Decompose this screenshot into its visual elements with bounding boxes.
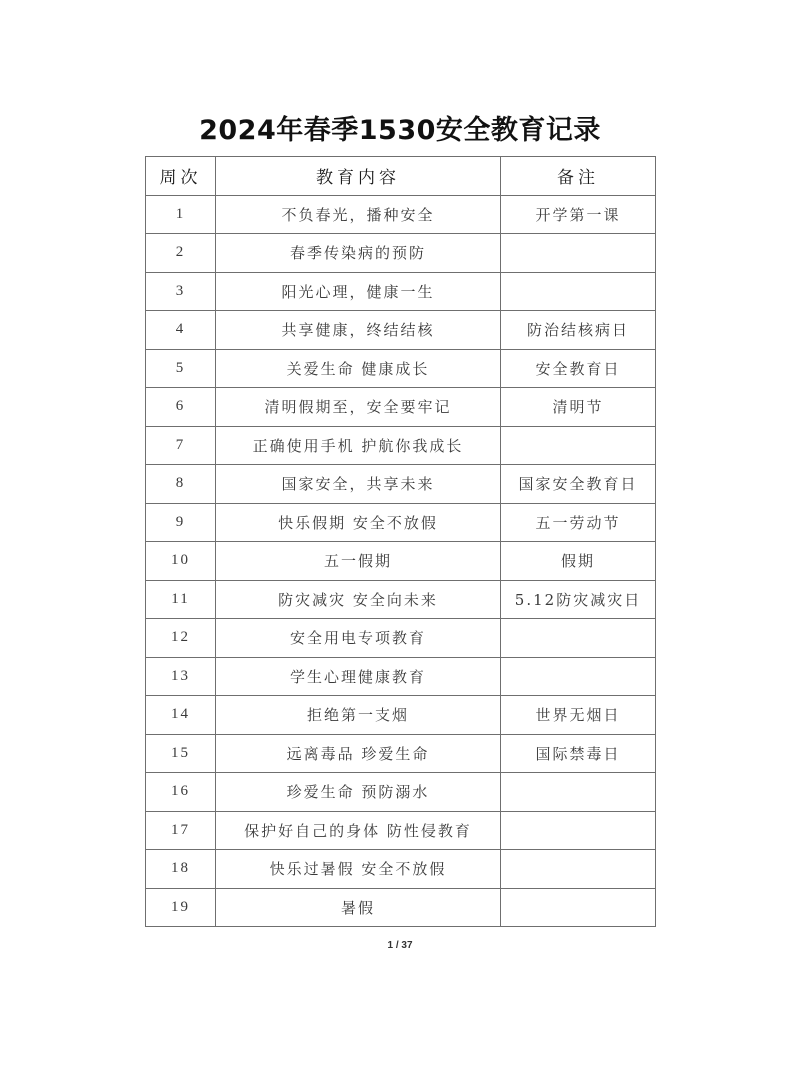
table-row [146, 657, 656, 696]
content-cell: 防灾减灾 安全向未来 [216, 580, 501, 619]
note-cell: 五一劳动节 [501, 503, 656, 542]
table-row [146, 426, 656, 465]
table-row [146, 734, 656, 773]
note-cell [501, 657, 656, 696]
table-row [146, 773, 656, 812]
header-content: 教育内容 [216, 157, 501, 196]
content-cell: 珍爱生命 预防溺水 [216, 773, 501, 812]
content-cell: 关爱生命 健康成长 [216, 349, 501, 388]
week-cell: 15 [146, 734, 216, 773]
note-cell [501, 773, 656, 812]
note-cell [501, 850, 656, 889]
week-cell: 4 [146, 311, 216, 350]
week-cell: 19 [146, 888, 216, 927]
header-note: 备注 [501, 157, 656, 196]
week-cell: 13 [146, 657, 216, 696]
table-row [146, 696, 656, 735]
table-row [146, 811, 656, 850]
page-indicator: 1 / 37 [387, 940, 413, 951]
week-cell: 8 [146, 465, 216, 504]
table-row [146, 850, 656, 889]
week-cell: 5 [146, 349, 216, 388]
note-cell: 开学第一课 [501, 195, 656, 234]
table-row [146, 349, 656, 388]
note-cell [501, 619, 656, 658]
content-cell: 学生心理健康教育 [216, 657, 501, 696]
content-cell: 五一假期 [216, 542, 501, 581]
week-cell: 7 [146, 426, 216, 465]
note-cell [501, 234, 656, 273]
week-cell: 17 [146, 811, 216, 850]
content-cell: 暑假 [216, 888, 501, 927]
note-cell [501, 272, 656, 311]
note-cell [501, 811, 656, 850]
table-row [146, 388, 656, 427]
note-cell: 国际禁毒日 [501, 734, 656, 773]
week-cell: 12 [146, 619, 216, 658]
header-week: 周次 [146, 157, 216, 196]
content-cell: 阳光心理，健康一生 [216, 272, 501, 311]
content-cell: 春季传染病的预防 [216, 234, 501, 273]
content-cell: 安全用电专项教育 [216, 619, 501, 658]
content-cell: 保护好自己的身体 防性侵教育 [216, 811, 501, 850]
note-cell [501, 888, 656, 927]
week-cell: 3 [146, 272, 216, 311]
note-cell: 国家安全教育日 [501, 465, 656, 504]
table-row [146, 888, 656, 927]
week-cell: 2 [146, 234, 216, 273]
note-cell [501, 426, 656, 465]
content-cell: 正确使用手机 护航你我成长 [216, 426, 501, 465]
table-row [146, 542, 656, 581]
table-row [146, 311, 656, 350]
safety-education-table [145, 156, 656, 927]
note-cell: 清明节 [501, 388, 656, 427]
week-cell: 14 [146, 696, 216, 735]
week-cell: 1 [146, 195, 216, 234]
document-title: 2024年春季1530安全教育记录 [199, 115, 601, 146]
note-cell: 世界无烟日 [501, 696, 656, 735]
note-cell: 5.12防灾减灾日 [501, 580, 656, 619]
content-cell: 清明假期至，安全要牢记 [216, 388, 501, 427]
week-cell: 11 [146, 580, 216, 619]
content-cell: 国家安全，共享未来 [216, 465, 501, 504]
table-header-row [146, 157, 656, 196]
table-row [146, 465, 656, 504]
table-row [146, 195, 656, 234]
content-cell: 快乐过暑假 安全不放假 [216, 850, 501, 889]
content-cell: 拒绝第一支烟 [216, 696, 501, 735]
note-cell: 安全教育日 [501, 349, 656, 388]
content-cell: 共享健康，终结结核 [216, 311, 501, 350]
table-row [146, 503, 656, 542]
table-row [146, 619, 656, 658]
content-cell: 快乐假期 安全不放假 [216, 503, 501, 542]
table-row [146, 272, 656, 311]
table-row [146, 580, 656, 619]
note-cell: 防治结核病日 [501, 311, 656, 350]
note-cell: 假期 [501, 542, 656, 581]
week-cell: 18 [146, 850, 216, 889]
week-cell: 6 [146, 388, 216, 427]
content-cell: 远离毒品 珍爱生命 [216, 734, 501, 773]
week-cell: 10 [146, 542, 216, 581]
content-cell: 不负春光，播种安全 [216, 195, 501, 234]
week-cell: 9 [146, 503, 216, 542]
week-cell: 16 [146, 773, 216, 812]
table-row [146, 234, 656, 273]
